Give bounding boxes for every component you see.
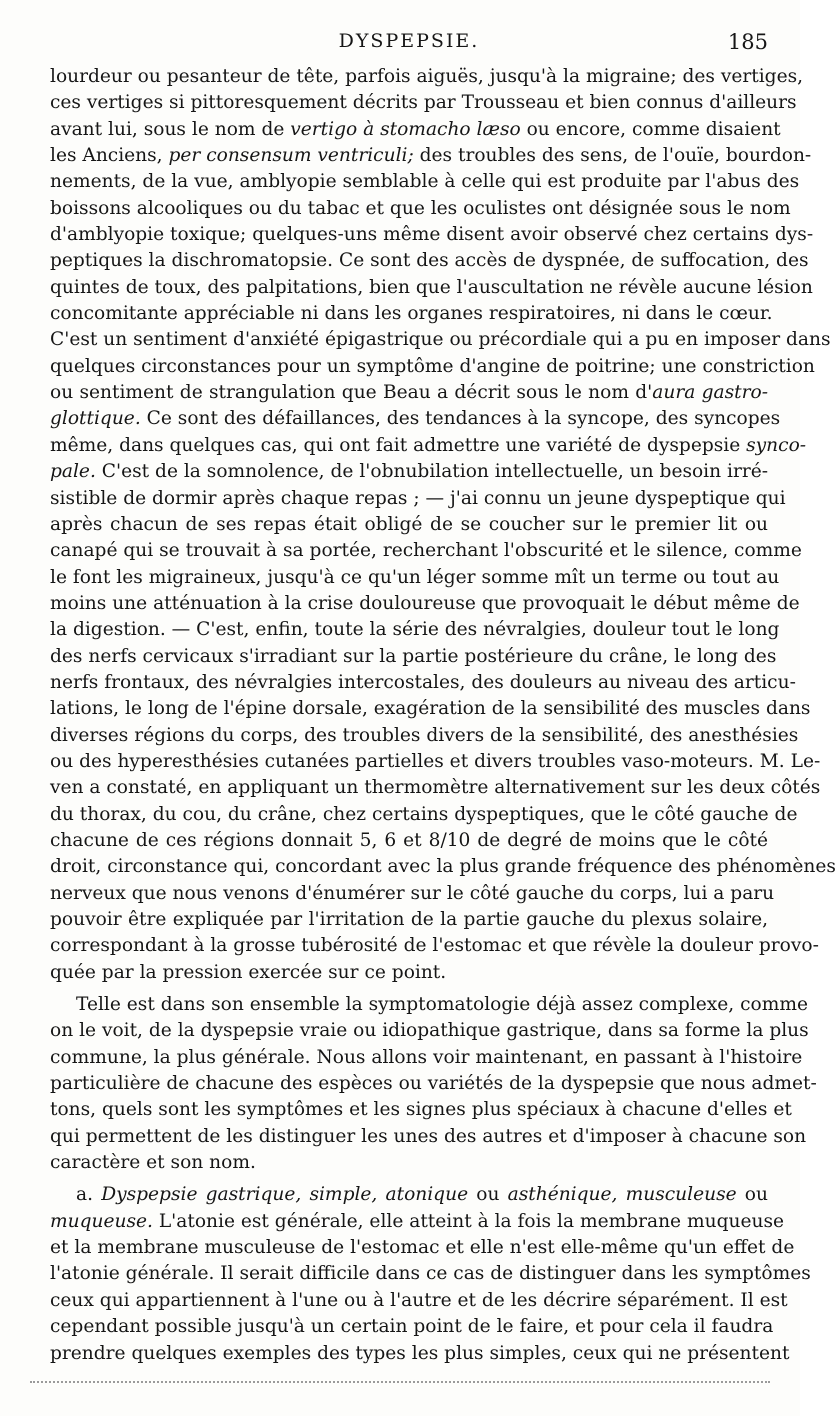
italic-text: aura gastro- — [652, 382, 769, 404]
text-line — [50, 591, 800, 617]
text-segment: droit, circonstance qui, concordant avec la plus grande fréquence des phénomènes — [50, 856, 836, 878]
italic-text: synco- — [746, 434, 807, 456]
text-segment: correspondant à la grosse tubérosité de l'estomac et que révèle la douleur provo- — [50, 935, 819, 957]
text-line — [50, 933, 819, 959]
text-segment: ou — [468, 1184, 508, 1206]
text-line — [50, 775, 821, 801]
text-segment: des nerfs cervicaux s'irradiant sur la partie postérieure du crâne, le long des — [50, 645, 777, 667]
text-line — [50, 696, 811, 722]
text-segment: la digestion. — C'est, enfin, toute la série des névralgies, douleur tout le long — [50, 619, 780, 641]
text-line — [50, 1288, 788, 1314]
text-segment: C'est un sentiment d'anxiété épigastrique ou précordiale qui a pu en imposer dans — [50, 329, 831, 351]
text-line — [50, 406, 781, 432]
paragraph-symptoms-list — [50, 64, 836, 986]
text-line — [50, 881, 775, 907]
text-line — [50, 1071, 817, 1097]
text-line — [50, 907, 768, 933]
text-line — [50, 512, 768, 538]
text-line — [50, 117, 781, 143]
text-segment: même, dans quelques cas, qui ont fait admettre une variété de dyspepsie — [50, 434, 747, 456]
text-line — [50, 1341, 790, 1367]
text-segment: d'amblyopie toxique; quelques-uns même disent avoir observé chez certains dys- — [50, 224, 814, 246]
text-line — [50, 301, 773, 327]
text-line — [50, 327, 831, 353]
text-line — [50, 1314, 774, 1340]
text-line — [50, 992, 808, 1018]
text-line — [50, 169, 800, 195]
text-segment: moins une atténuation à la crise douloureuse que provoquait le début même de — [50, 592, 800, 614]
text-line — [50, 828, 768, 854]
text-segment: après chacun de ses repas était obligé de se coucher sur le premier lit ou — [50, 513, 768, 535]
text-line — [50, 802, 798, 828]
text-line — [50, 196, 791, 222]
text-line — [50, 1045, 803, 1071]
text-segment: on le voit, de la dyspepsie vraie ou idiopathique gastrique, dans sa forme la plus — [50, 1020, 809, 1042]
text-segment: ces vertiges si pittoresquement décrits par Trousseau et bien connus d'ailleurs — [50, 92, 797, 114]
text-line — [50, 1018, 809, 1044]
text-segment: quintes de toux, des palpitations, bien que l'auscultation ne révèle aucune lésion — [50, 276, 813, 298]
text-segment: nerveux que nous venons d'énumérer sur le côté gauche du corps, lui a paru — [50, 882, 775, 904]
paragraph-atonic-dyspepsia — [50, 1182, 811, 1366]
text-line — [50, 64, 804, 90]
text-segment: canapé qui se trouvait à sa portée, recherchant l'obscurité et le silence, comme — [50, 540, 802, 562]
text-line — [50, 670, 796, 696]
italic-text: asthénique, musculeuse — [507, 1184, 737, 1206]
text-segment: cependant possible jusqu'à un certain point de le faire, et pour cela il faudra — [50, 1316, 774, 1338]
text-segment: lations, le long de l'épine dorsale, exagération de la sensibilité des muscles dans — [50, 698, 811, 720]
text-segment: caractère et son nom. — [50, 1152, 256, 1174]
text-segment: et la membrane musculeuse de l'estomac et elle n'est elle-même qu'un effet de — [50, 1237, 795, 1259]
text-line — [50, 1097, 792, 1123]
text-line — [50, 1261, 811, 1287]
body-text — [50, 64, 836, 1367]
paragraph-summary — [50, 992, 817, 1176]
text-line — [50, 1124, 807, 1150]
text-line — [50, 617, 780, 643]
text-segment: lourdeur ou pesanteur de tête, parfois aiguës, jusqu'à la migraine; des vertiges, — [50, 66, 804, 87]
italic-text: glottique. — [50, 408, 141, 430]
text-line — [50, 1150, 768, 1176]
text-line — [50, 854, 836, 880]
text-line — [50, 275, 813, 301]
text-segment: ou — [736, 1184, 768, 1206]
running-title: DYSPEPSIE. — [338, 30, 480, 52]
text-segment: commune, la plus générale. Nous allons voir maintenant, en passant à l'histoire — [50, 1046, 803, 1068]
text-line — [50, 248, 809, 274]
text-line — [50, 1209, 784, 1235]
text-line — [50, 90, 797, 116]
text-segment: tons, quels sont les symptômes et les signes plus spéciaux à chacune d'elles et — [50, 1099, 792, 1121]
text-segment: les Anciens, — [50, 145, 169, 167]
text-segment: quelques circonstances pour un symptôme d'angine de poitrine; une constriction — [50, 355, 815, 377]
page-number: 185 — [727, 30, 768, 54]
running-head — [50, 28, 768, 58]
text-line — [50, 1182, 768, 1208]
footer-rule — [30, 1381, 770, 1383]
text-segment: peptiques la dischromatopsie. Ce sont des accès de dyspnée, de suffocation, des — [50, 250, 809, 272]
text-line — [50, 1235, 795, 1261]
text-segment: sistible de dormir après chaque repas ; — j'ai connu un jeune dyspeptique qui — [50, 487, 786, 509]
text-segment: du thorax, du cou, du crâne, chez certains dyspeptiques, que le côté gauche de — [50, 803, 798, 825]
italic-text: pale. — [50, 461, 96, 483]
text-segment: ou encore, comme disaient — [520, 118, 781, 140]
text-segment: Telle est dans son ensemble la symptomatologie déjà assez complexe, comme — [76, 994, 808, 1016]
text-line — [50, 565, 780, 591]
text-segment: C'est de la somnolence, de l'obnubilation intellectuelle, un besoin irré- — [95, 461, 769, 483]
italic-text: per consensum ventriculi; — [168, 145, 414, 167]
text-line — [50, 143, 812, 169]
text-segment: l'atonie générale. Il serait difficile dans ce cas de distinguer dans les symptômes — [50, 1263, 811, 1285]
text-segment: concomitante appréciable ni dans les organes respiratoires, ni dans le cœur. — [50, 303, 773, 325]
italic-text: muqueuse. — [50, 1210, 153, 1232]
text-segment: nerfs frontaux, des névralgies intercostales, des douleurs au niveau des articu- — [50, 671, 796, 693]
text-line — [50, 459, 768, 485]
text-segment: ou sentiment de strangulation que Beau a décrit sous le nom d' — [50, 382, 653, 404]
text-segment: a. — [76, 1184, 102, 1206]
text-segment: qui permettent de les distinguer les unes des autres et d'imposer à chacune son — [50, 1125, 807, 1147]
text-segment: ceux qui appartiennent à l'une ou à l'autre et de les décrire séparément. Il est — [50, 1289, 788, 1311]
text-segment: boissons alcooliques ou du tabac et que les oculistes ont désignée sous le nom — [50, 197, 791, 219]
text-segment: nements, de la vue, amblyopie semblable à celle qui est produite par l'abus des — [50, 171, 800, 193]
text-segment: avant lui, sous le nom de — [50, 118, 291, 140]
text-segment: Ce sont des défaillances, des tendances à la syncope, des syncopes — [140, 408, 781, 430]
text-segment: ou des hyperesthésies cutanées partielles et divers troubles vaso-moteurs. M. Le- — [50, 750, 821, 772]
text-line — [50, 538, 802, 564]
text-line — [50, 960, 768, 986]
text-line — [50, 723, 799, 749]
text-segment: diverses régions du corps, des troubles divers de la sensibilité, des anesthésies — [50, 724, 799, 746]
text-line — [50, 354, 815, 380]
text-segment: pouvoir être expliquée par l'irritation de la partie gauche du plexus solaire, — [50, 909, 768, 930]
text-line — [50, 433, 807, 459]
text-segment: chacune de ces régions donnait 5, 6 et 8/10 de degré de moins que le côté — [50, 829, 768, 851]
text-segment: quée par la pression exercée sur ce point. — [50, 961, 447, 983]
text-line — [50, 222, 814, 248]
text-segment: des troubles des sens, de l'ouïe, bourdon- — [413, 145, 812, 167]
text-line — [50, 644, 777, 670]
text-segment: le font les migraineux, jusqu'à ce qu'un léger somme mît un terme ou tout au — [50, 566, 780, 588]
text-segment: ven a constaté, en appliquant un thermomètre alternativement sur les deux côtés — [50, 777, 821, 799]
text-line — [50, 749, 821, 775]
text-segment: particulière de chacune des espèces ou variétés de la dyspepsie que nous admet- — [50, 1073, 817, 1095]
text-segment: L'atonie est générale, elle atteint à la fois la membrane muqueuse — [152, 1210, 784, 1232]
text-segment: prendre quelques exemples des types les plus simples, ceux qui ne présentent — [50, 1342, 790, 1364]
italic-text: Dyspepsie gastrique, simple, atonique — [101, 1184, 469, 1206]
text-line — [50, 380, 768, 406]
text-line — [50, 486, 786, 512]
italic-text: vertigo à stomacho læso — [290, 118, 521, 140]
